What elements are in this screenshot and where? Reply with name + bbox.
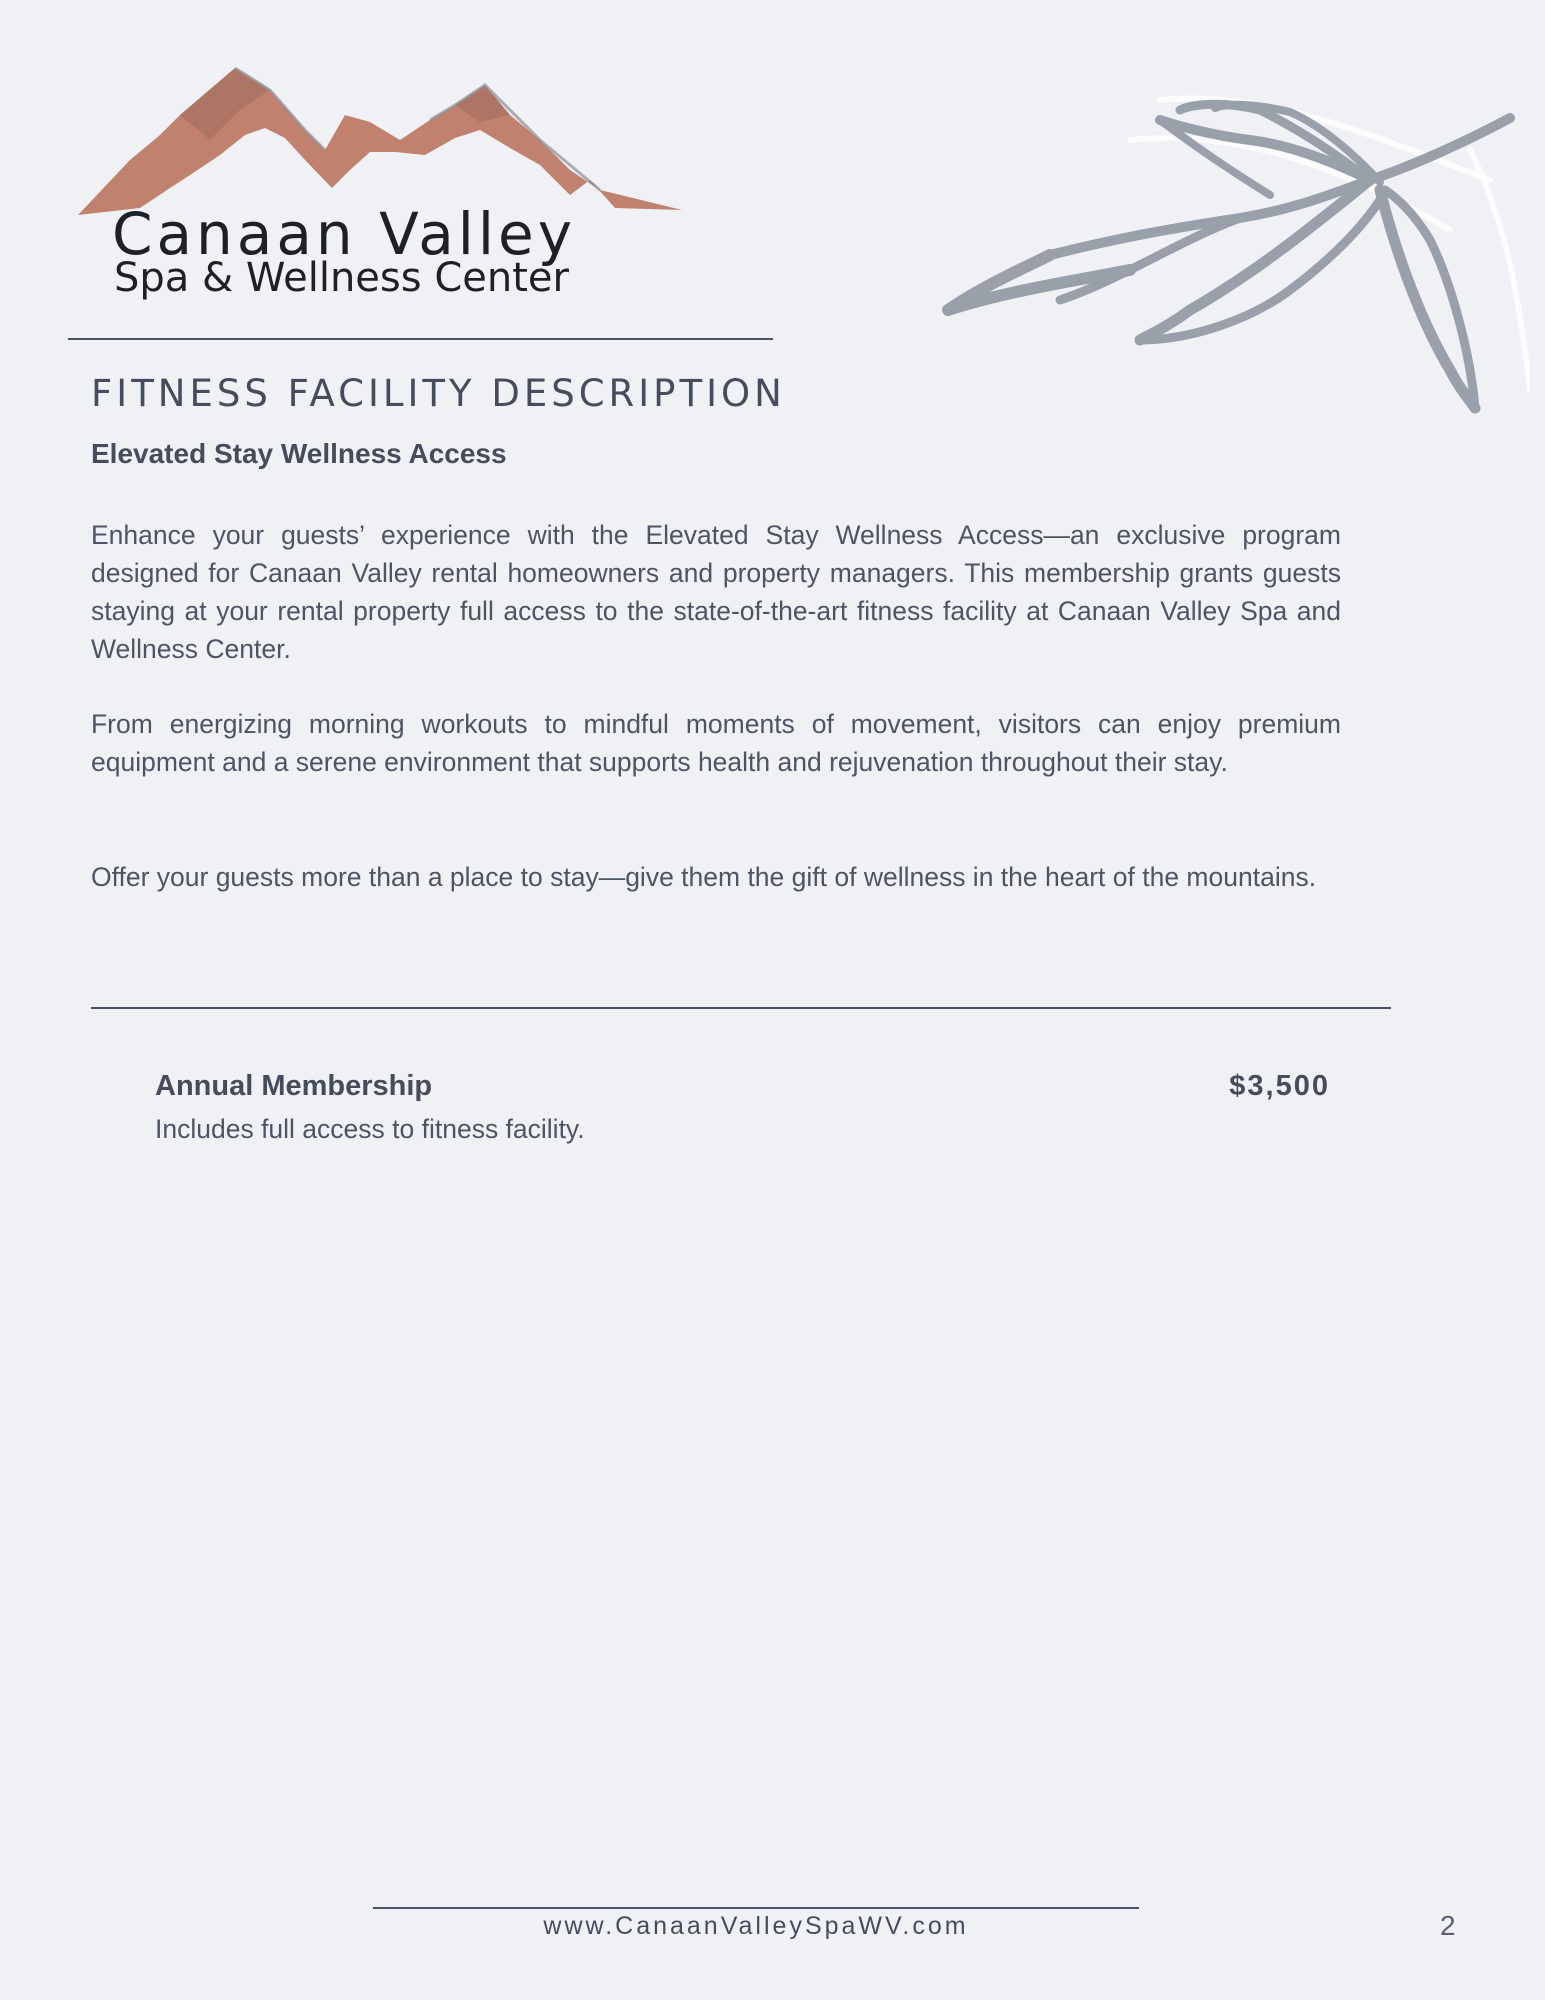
- page-heading: FITNESS FACILITY DESCRIPTION: [91, 372, 786, 415]
- plan-name: Annual Membership: [155, 1070, 433, 1102]
- section-divider: [91, 1007, 1391, 1009]
- logo: [70, 60, 690, 310]
- logo-subtitle: Spa & Wellness Center: [114, 255, 569, 301]
- leaf-icon: [930, 90, 1530, 430]
- paragraph: Enhance your guests’ experience with the Elevated Stay Wellness Access—an exclusive program designed for Canaan Valley rental homeowners and property managers. This membership grants guests staying at your rental property full access to the state-of-the-art fitness facility at Canaan Valley Spa and Wellness Center.: [91, 520, 1341, 664]
- mountain-icon: [70, 60, 690, 220]
- paragraph: From energizing morning workouts to mindful moments of movement, visitors can enjoy premium equipment and a serene environment that supports health and rejuvenation throughout their stay.: [91, 709, 1341, 777]
- footer-divider: [373, 1907, 1139, 1909]
- plan-description: Includes full access to fitness facility.: [155, 1114, 585, 1144]
- footer-url[interactable]: www.CanaanValleySpaWV.com: [543, 1912, 969, 1940]
- paragraph: Offer your guests more than a place to stay—give them the gift of wellness in the heart of the mountains.: [91, 862, 1317, 892]
- plan-price: $3,500: [1229, 1070, 1330, 1102]
- logo-divider: [68, 338, 773, 340]
- page-number: 2: [1440, 1910, 1456, 1941]
- page-subheading: Elevated Stay Wellness Access: [91, 438, 507, 469]
- logo-title: Canaan Valley: [112, 200, 577, 268]
